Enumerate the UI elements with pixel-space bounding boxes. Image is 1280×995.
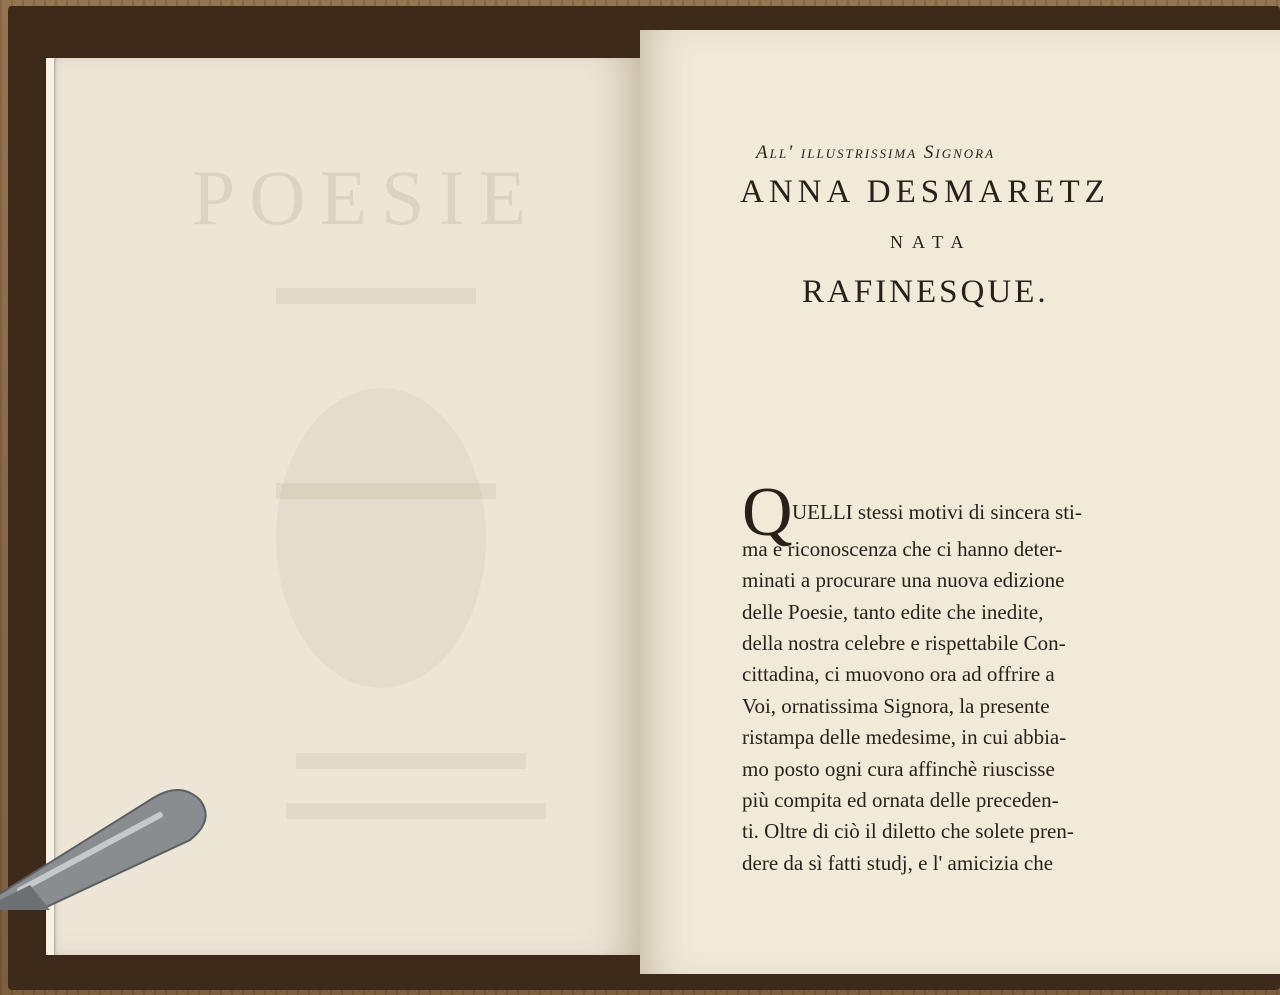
body-line: dere da sì fatti studj, e l' amicizia che	[742, 851, 1054, 875]
bleed-through-line	[296, 753, 526, 769]
body-line: ristampa delle medesime, in cui abbia-	[742, 725, 1067, 749]
body-line: cittadina, ci muovono ora ad offrire a	[742, 662, 1055, 686]
body-line: minati a procurare una nuova edizione	[742, 568, 1065, 592]
body-line: ti. Oltre di ciò il diletto che solete pren-	[742, 819, 1074, 843]
body-line: delle Poesie, tanto edite che inedite,	[742, 600, 1044, 624]
drop-cap: Q	[742, 474, 793, 551]
right-page	[640, 30, 1280, 974]
body-line: ma e riconoscenza che ci hanno deter-	[742, 537, 1063, 561]
body-line: della nostra celebre e rispettabile Con-	[742, 631, 1066, 655]
nata-line: NATA	[890, 232, 973, 252]
body-line: mo posto ogni cura affinchè riuscisse	[742, 757, 1055, 781]
dedicatee-surname: RAFINESQUE.	[802, 274, 1049, 310]
bleed-through-title: POESIE	[191, 154, 541, 241]
body-line: più compita ed ornata delle preceden-	[742, 788, 1059, 812]
bleed-through-line	[276, 288, 476, 304]
bleed-through-portrait	[276, 388, 486, 688]
body-line: UELLI stessi motivi di sincera sti-	[792, 500, 1082, 524]
body-line: Voi, ornatissima Signora, la presente	[742, 694, 1050, 718]
bleed-through-line	[286, 803, 546, 819]
bleed-through-line	[276, 483, 496, 499]
dedication-line: All' illustrissima Signora	[756, 142, 996, 163]
page-clip	[0, 760, 220, 910]
dedicatee-name: ANNA DESMARETZ	[740, 174, 1110, 210]
